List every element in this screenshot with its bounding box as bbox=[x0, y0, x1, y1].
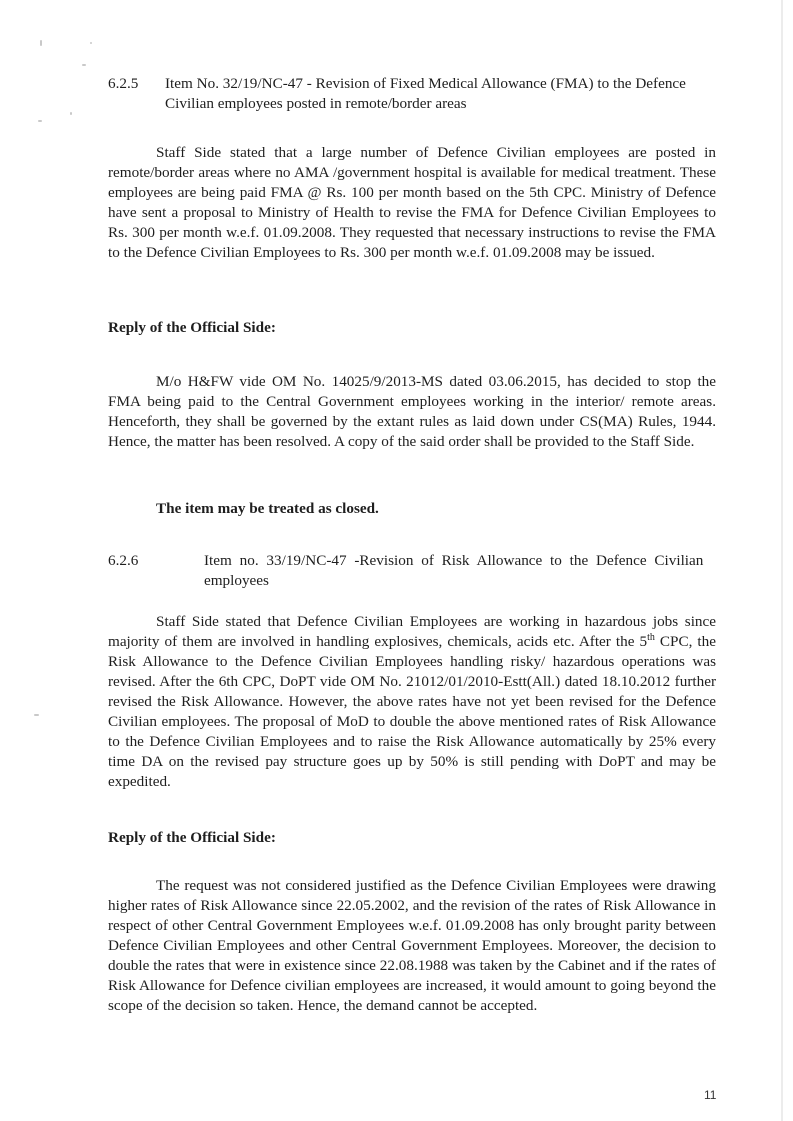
item-title-line: employees bbox=[204, 572, 269, 589]
closing-statement-6-2-5: The item may be treated as closed. bbox=[156, 500, 379, 517]
item-title-line: Item No. 32/19/NC-47 - Revision of Fixed Medical Allowance (FMA) to the Defence bbox=[165, 75, 686, 92]
item-title-line bbox=[204, 551, 718, 571]
reply-paragraph-6-2-5: M/o H&FW vide OM No. 14025/9/2013-MS dated 03.06.2015, has decided to stop the FMA being paid to the Central Government employees working in the interior/ remote areas. Henceforth, they shall be governed by the extant rules as laid down under CS(MA) Rules, 1944. Hence, the matter has been resolved. A copy of the said order shall be provided to the Staff Side. bbox=[108, 373, 716, 450]
superscript-th: th bbox=[647, 631, 655, 643]
scan-speck bbox=[90, 42, 92, 44]
staff-side-paragraph-6-2-6 bbox=[108, 612, 716, 792]
item-title-6-2-5 bbox=[165, 74, 721, 114]
staff-side-paragraph-6-2-5: Staff Side stated that a large number of Defence Civilian employees are posted in remote/border areas where no AMA /government hospital is available for medical treatment. These employees are being paid FMA @ Rs. 100 per month based on the 5th CPC. Ministry of Defence have sent a proposal to Ministry of Health to revise the FMA for Defence Civilian Employees to Rs. 300 per month w.e.f. 01.09.2008. They requested that necessary instructions to revise the FMA to the Defence Civilian Employees to Rs. 300 per month w.e.f. 01.09.2008 may be issued. bbox=[108, 144, 716, 261]
reply-heading-6-2-6: Reply of the Official Side: bbox=[108, 829, 276, 846]
scan-speck bbox=[38, 120, 42, 122]
scan-speck bbox=[40, 40, 42, 46]
scan-speck bbox=[34, 714, 39, 716]
reply-paragraph-6-2-6: The request was not considered justified as the Defence Civilian Employees were drawing higher rates of Risk Allowance since 22.05.2002, and the revision of the rates of Risk Allowance in respect of other Central Government Employees w.e.f. 01.09.2008 has only brought parity between Defence Civilian Employees and other Central Government Employees. Moreover, the decision to double the rates that were in existence since 22.08.1988 was taken by the Cabinet and if the rates of Risk Allowance for Defence civilian employees are increased, it would amount to going beyond the scope of the decision so taken. Hence, the demand cannot be accepted. bbox=[108, 877, 716, 1014]
item-number-6-2-6: 6.2.6 bbox=[108, 552, 139, 569]
item-number-6-2-5: 6.2.5 bbox=[108, 75, 139, 92]
scan-speck bbox=[82, 64, 86, 66]
item-title-line: Civilian employees posted in remote/border areas bbox=[165, 95, 467, 112]
item-title-line-text: Item no. 33/19/NC-47 -Revision of Risk Allowance to the Defence Civilian bbox=[204, 552, 704, 569]
staff-side-text: Staff Side stated that Defence Civilian Employees are working in hazardous jobs since majority of them are involved in handling explosives, chemicals, acids etc. After the 5 bbox=[108, 613, 716, 650]
staff-side-text: CPC, the Risk Allowance to the Defence Civilian Employees handling risky/ hazardous operations was revised. After the 6th CPC, DoPT vide OM No. 21012/01/2010-Estt(All.) dated 18.10.2012 further revised the Risk Allowance. However, the above rates have not yet been revised for the Defence Civilian employees. The proposal of MoD to double the above mentioned rates of Risk Allowance to the Defence Civilian Employees and to raise the Risk Allowance automatically by 25% every time DA on the revised pay structure goes up by 50% is still pending with DoPT and may be expedited. bbox=[108, 633, 716, 790]
reply-heading-6-2-5: Reply of the Official Side: bbox=[108, 319, 276, 336]
item-title-6-2-6 bbox=[204, 551, 718, 591]
page-edge bbox=[781, 0, 783, 1121]
scan-speck bbox=[70, 112, 72, 115]
page-number: 11 bbox=[704, 1088, 717, 1102]
